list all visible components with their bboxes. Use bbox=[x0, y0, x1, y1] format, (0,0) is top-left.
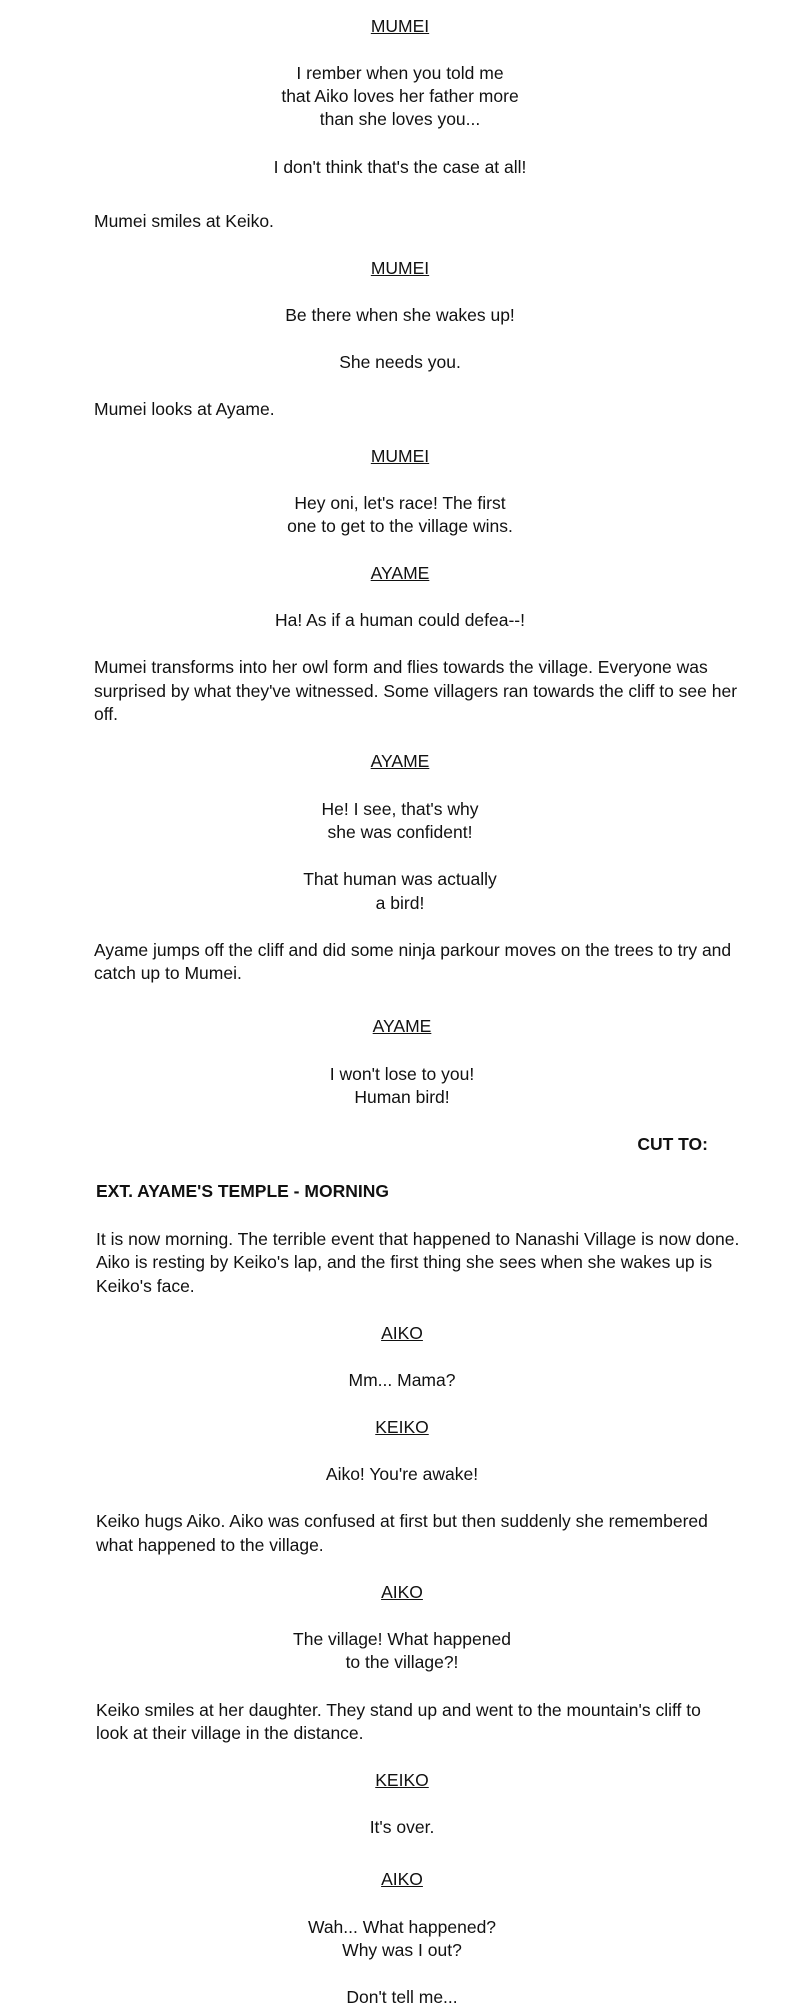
action-line: surprised by what they've witnessed. Some villagers ran towards the cliff to see her bbox=[94, 681, 738, 701]
dialogue-line: a bird! bbox=[375, 893, 425, 913]
action-line: off. bbox=[94, 704, 119, 724]
dialogue-line: It's over. bbox=[369, 1817, 435, 1837]
dialogue-line: to the village?! bbox=[345, 1652, 459, 1672]
action-line: catch up to Mumei. bbox=[94, 963, 242, 983]
action-line: Aiko is resting by Keiko's lap, and the first thing she sees when she wakes up is bbox=[96, 1252, 713, 1272]
dialogue-line: I rember when you told me bbox=[296, 63, 504, 83]
dialogue-line: That human was actually bbox=[303, 869, 497, 889]
transition-cut-to: CUT TO: bbox=[637, 1134, 708, 1154]
action-line: It is now morning. The terrible event that happened to Nanashi Village is now done. bbox=[96, 1229, 740, 1249]
character-name: MUMEI bbox=[370, 446, 430, 466]
character-name: MUMEI bbox=[370, 16, 430, 36]
dialogue-line: Human bird! bbox=[354, 1087, 450, 1107]
dialogue-line: Don't tell me... bbox=[346, 1987, 458, 2007]
character-name: MUMEI bbox=[370, 258, 430, 278]
action-line: Keiko hugs Aiko. Aiko was confused at first but then suddenly she remembered bbox=[96, 1511, 708, 1531]
dialogue-line: She needs you. bbox=[339, 352, 461, 372]
character-name: KEIKO bbox=[375, 1770, 429, 1790]
dialogue-line: He! I see, that's why bbox=[321, 799, 479, 819]
dialogue-line: Wah... What happened? bbox=[307, 1917, 497, 1937]
action-line: look at their village in the distance. bbox=[96, 1723, 364, 1743]
dialogue-line: one to get to the village wins. bbox=[287, 516, 513, 536]
dialogue-line: than she loves you... bbox=[319, 109, 481, 129]
dialogue-line: Ha! As if a human could defea--! bbox=[275, 610, 525, 630]
character-name: AYAME bbox=[370, 751, 430, 771]
action-line: Mumei smiles at Keiko. bbox=[94, 211, 274, 231]
dialogue-line: she was confident! bbox=[327, 822, 473, 842]
character-name: AIKO bbox=[381, 1869, 423, 1889]
dialogue-line: Hey oni, let's race! The first bbox=[294, 493, 506, 513]
character-name: AYAME bbox=[372, 1016, 432, 1036]
action-line: Keiko's face. bbox=[96, 1276, 195, 1296]
dialogue-line: Be there when she wakes up! bbox=[285, 305, 515, 325]
scene-heading: EXT. AYAME'S TEMPLE - MORNING bbox=[96, 1181, 389, 1201]
dialogue-line: Mm... Mama? bbox=[348, 1370, 456, 1390]
dialogue-line: I don't think that's the case at all! bbox=[273, 157, 527, 177]
action-line: what happened to the village. bbox=[96, 1535, 324, 1555]
dialogue-line: Aiko! You're awake! bbox=[325, 1464, 479, 1484]
action-line: Mumei looks at Ayame. bbox=[94, 399, 275, 419]
action-line: Ayame jumps off the cliff and did some ninja parkour moves on the trees to try and bbox=[94, 940, 732, 960]
character-name: KEIKO bbox=[375, 1417, 429, 1437]
action-line: Mumei transforms into her owl form and flies towards the village. Everyone was bbox=[94, 657, 708, 677]
character-name: AIKO bbox=[381, 1323, 423, 1343]
character-name: AYAME bbox=[370, 563, 430, 583]
dialogue-line: that Aiko loves her father more bbox=[281, 86, 519, 106]
dialogue-line: I won't lose to you! bbox=[329, 1064, 475, 1084]
dialogue-line: The village! What happened bbox=[293, 1629, 511, 1649]
character-name: AIKO bbox=[381, 1582, 423, 1602]
dialogue-line: Why was I out? bbox=[342, 1940, 462, 1960]
action-line: Keiko smiles at her daughter. They stand up and went to the mountain's cliff to bbox=[96, 1700, 701, 1720]
